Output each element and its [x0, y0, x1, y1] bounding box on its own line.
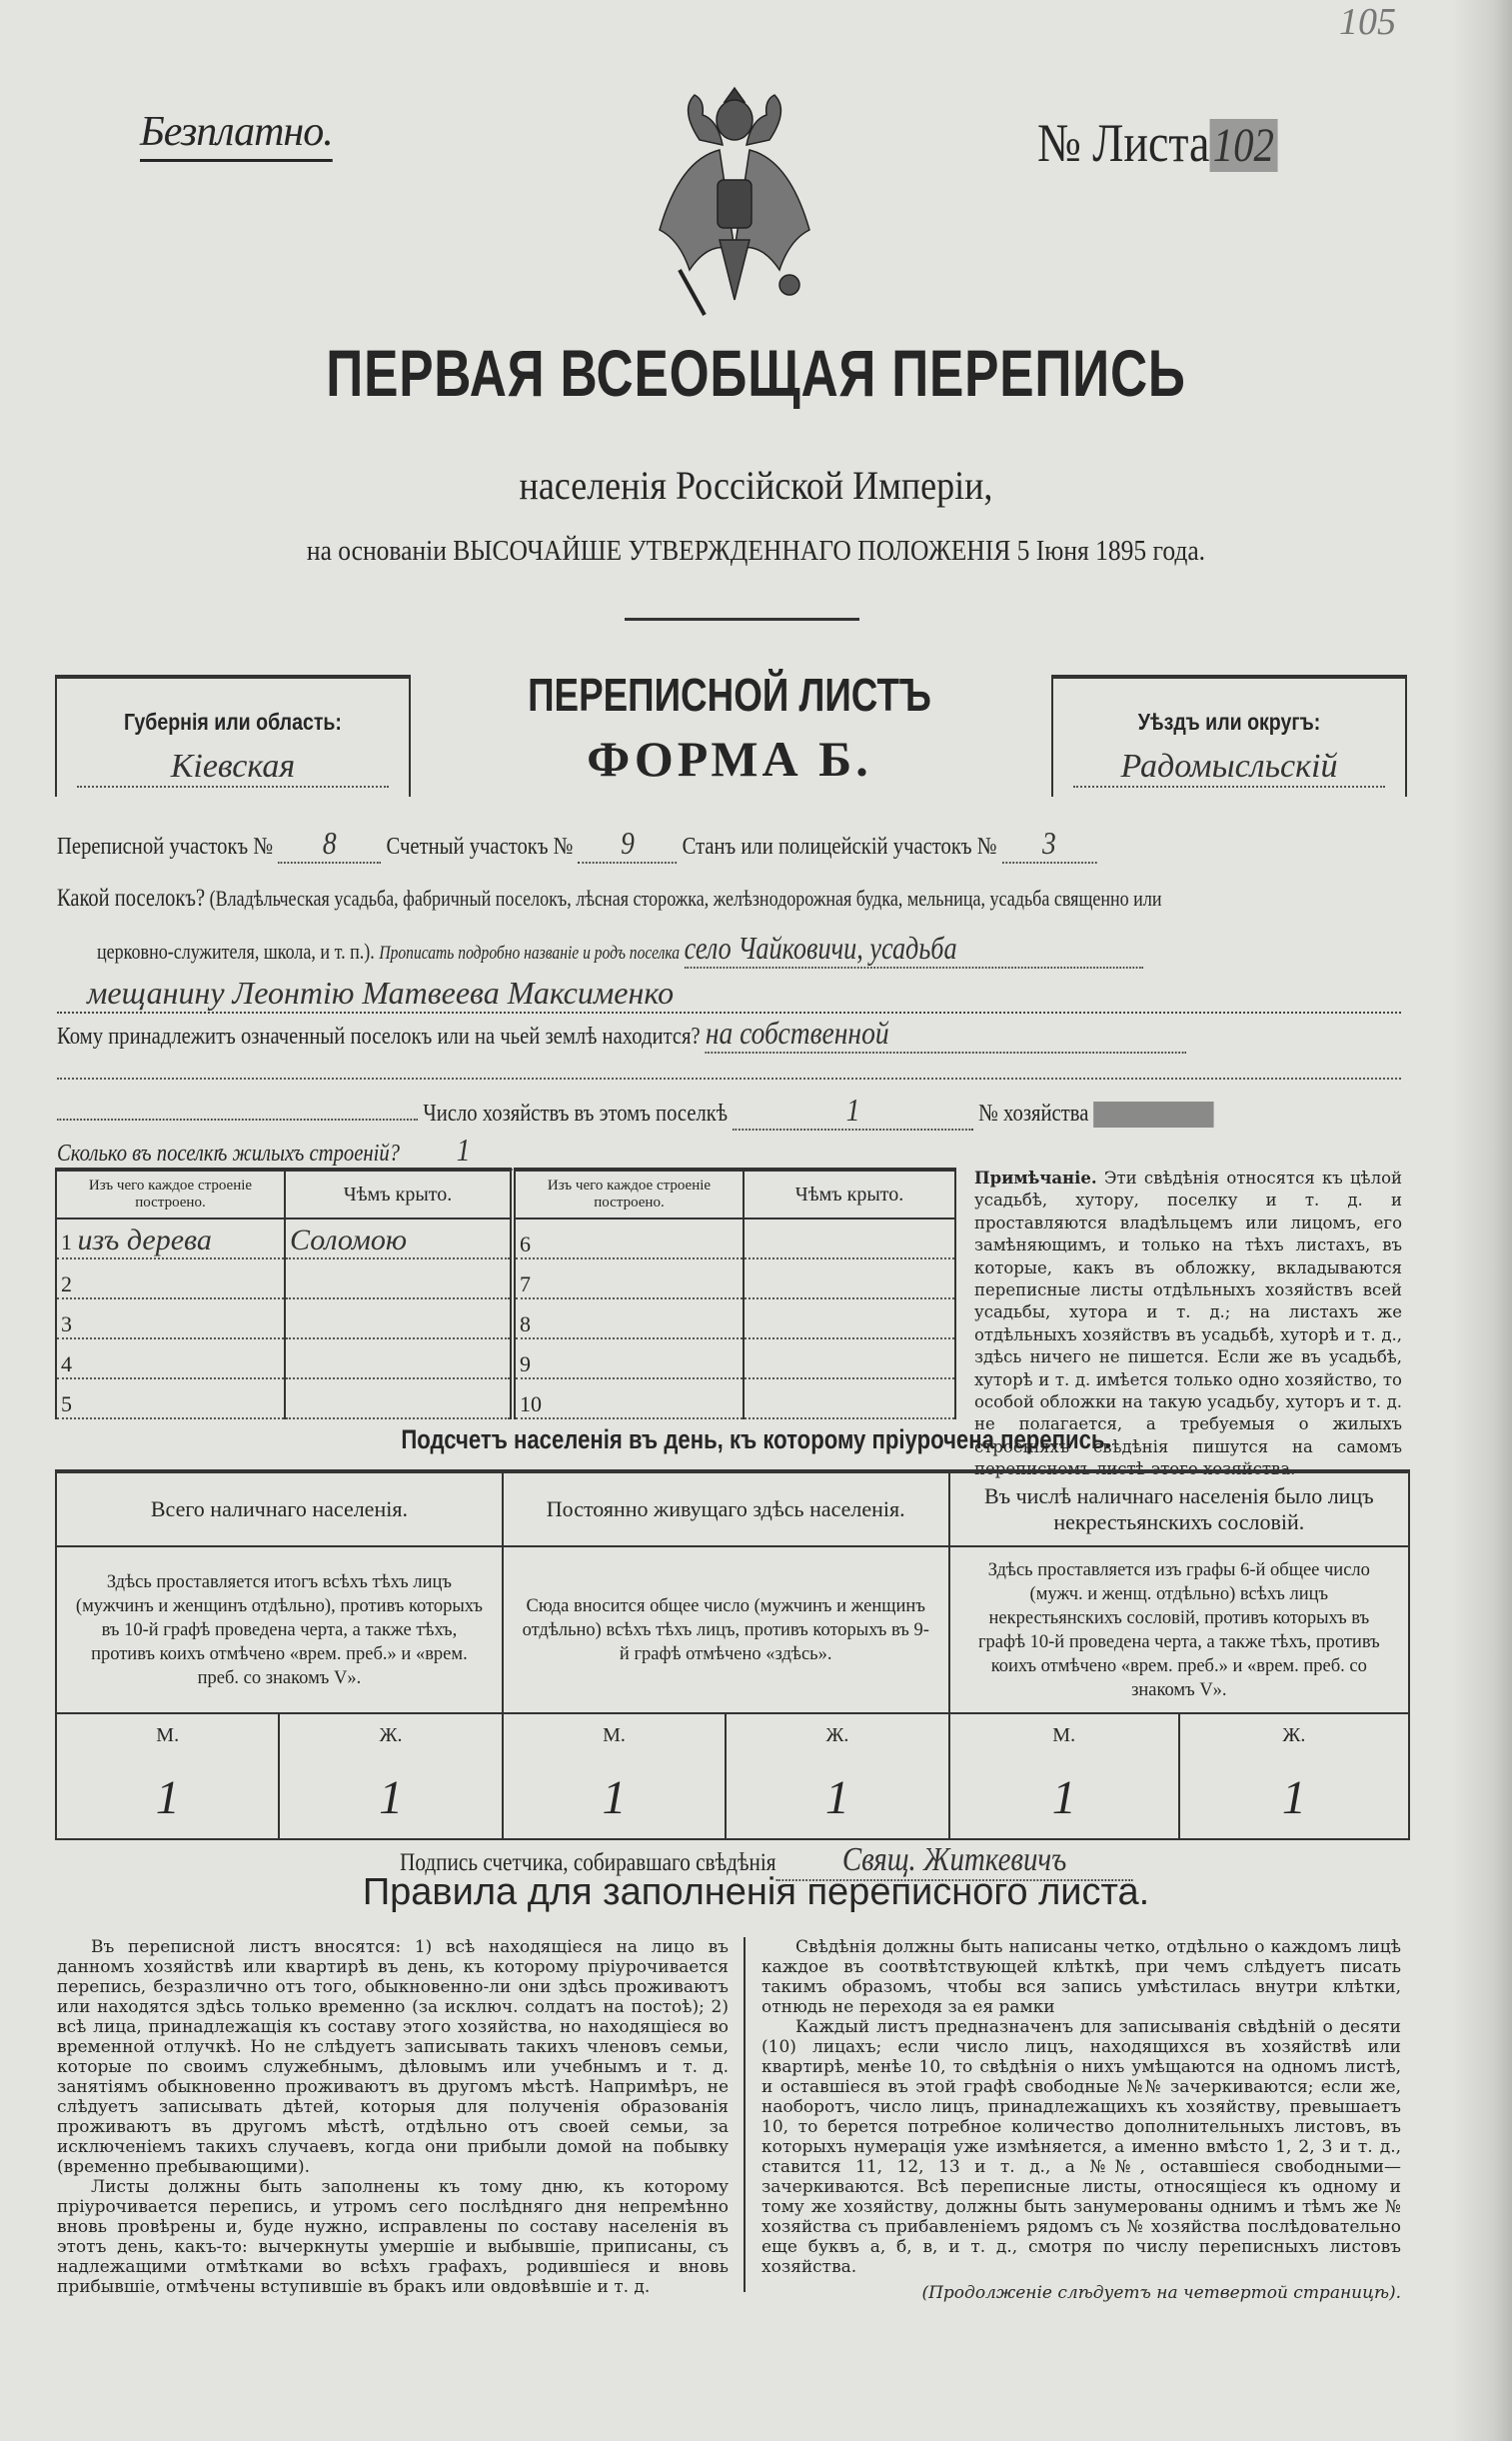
roof-cell[interactable] — [744, 1338, 955, 1378]
row-number: 7 — [520, 1271, 531, 1296]
blank-line — [57, 1078, 1401, 1080]
roof-cell[interactable] — [744, 1298, 955, 1338]
settlement-field-2[interactable]: мещанину Леонтію Матвеева Максименко — [57, 975, 1401, 1014]
stan-label: Станъ или полицейскій участокъ № — [682, 834, 997, 860]
households-line — [57, 1092, 1214, 1131]
decree-line: на основаніи ВЫСОЧАЙШЕ УТВЕРЖДЕННАГО ПОЛОЖЕНІЯ 5 Іюня 1895 года. — [306, 535, 1206, 567]
imperial-eagle-coat-of-arms-icon — [650, 80, 819, 325]
roof-cell[interactable] — [285, 1258, 513, 1298]
note-heading: Примѣчаніе. — [974, 1169, 1097, 1188]
count-district-label: Счетный участокъ № — [386, 834, 574, 860]
table-header-row — [56, 1170, 955, 1219]
sheet-number-value: 102 — [1209, 119, 1277, 172]
uezd-box — [1051, 675, 1407, 797]
row-number: 10 — [520, 1391, 542, 1416]
roof-cell[interactable] — [285, 1338, 513, 1378]
roof-cell[interactable] — [744, 1219, 955, 1258]
census-district-field[interactable]: 8 — [278, 825, 381, 864]
male-header: М. — [949, 1713, 1179, 1756]
female-header: Ж. — [726, 1713, 948, 1756]
signature-label: Подпись счетчика, собиравшаго свѣдѣнія — [400, 1849, 776, 1876]
owner-line — [57, 1015, 1186, 1054]
buildings-table — [55, 1168, 956, 1419]
present-female-field[interactable]: 1 — [279, 1756, 502, 1839]
present-male-field[interactable]: 1 — [56, 1756, 279, 1839]
female-header: Ж. — [279, 1713, 502, 1756]
signature-field[interactable]: Свящ. Житкевичъ — [776, 1841, 1133, 1881]
male-header: М. — [503, 1713, 726, 1756]
sheet-number-label: № Листа — [1037, 113, 1210, 173]
rule-paragraph: Свѣдѣнія должны быть написаны четко, отдѣльно о каждомъ лицѣ каждое въ соотвѣтствующей клѣткѣ, при чемъ слѣдуетъ писать такимъ образомъ, чтобы вся запись умѣстилась внутри клѣтки, отнюдь не переходя за ея рамки — [761, 1937, 1401, 2017]
owner-field[interactable]: на собственной — [706, 1015, 1187, 1054]
row-number: 2 — [61, 1271, 72, 1296]
stan-field[interactable]: 3 — [1002, 825, 1097, 864]
rule-paragraph: Листы должны быть заполнены къ тому дню, къ которому пріурочивается перепись, и утромъ сего послѣдняго дня непремѣнно вновь провѣрены и, буде нужно, исправлены по составу населенія въ этотъ день, какъ-то: вычеркнуты умершіе и выбывшіе, приписаны, съ надлежащими отмѣтками во всѣхъ графахъ, родившіеся и вновь прибывшіе, отмѣчены вступившіе въ бракъ или овдовѣвшіе и т. д. — [57, 2177, 729, 2297]
roof-cell[interactable] — [744, 1258, 955, 1298]
male-header: М. — [56, 1713, 279, 1756]
dwellings-line — [57, 1132, 765, 1171]
households-field[interactable]: 1 — [733, 1092, 973, 1131]
column-header-material: Изъ чего каждое строеніе построено. — [56, 1170, 285, 1219]
uezd-field[interactable]: Радомысльскій — [1073, 748, 1385, 788]
material-cell[interactable]: изъ дерева — [77, 1223, 212, 1256]
archive-page-number: 105 — [1339, 1, 1396, 43]
rules-left-column — [57, 1937, 729, 2297]
row-number: 5 — [61, 1391, 72, 1416]
settlement-field-1[interactable]: село Чайковичи, усадьба — [685, 930, 1143, 969]
district-line — [57, 825, 1096, 864]
count-district-field[interactable]: 9 — [579, 825, 678, 864]
group-desc-permanent: Сюда вносится общее число (мужчинъ и женщинъ отдѣльно) всѣхъ тѣхъ лицъ, противъ которыхъ въ 9-й графѣ отмѣчено «здѣсь». — [503, 1546, 949, 1713]
row-number: 8 — [520, 1311, 531, 1336]
household-no-field-redacted[interactable] — [1094, 1102, 1214, 1128]
column-header-roof: Чѣмъ крыто. — [285, 1170, 513, 1219]
column-header-material-2: Изъ чего каждое строеніе построено. — [513, 1170, 744, 1219]
group-title-present: Всего наличнаго населенія. — [56, 1471, 503, 1546]
uezd-label: Уѣздъ или округъ: — [1137, 709, 1321, 735]
table-row — [56, 1338, 955, 1378]
column-divider — [744, 1937, 746, 2292]
non-peasant-male-field[interactable]: 1 — [949, 1756, 1179, 1839]
row-number: 9 — [520, 1351, 531, 1376]
row-number: 3 — [61, 1311, 72, 1336]
roof-cell[interactable]: Соломою — [290, 1223, 408, 1256]
scan-edge-shadow — [1452, 0, 1512, 2441]
settlement-line-3 — [57, 975, 1401, 1014]
owner-label: Кому принадлежитъ означенный поселокъ или на чьей землѣ находится? — [57, 1024, 701, 1050]
rule-paragraph: Въ переписной листъ вносятся: 1) всѣ находящіеся на лицо въ данномъ хозяйствѣ или квартирѣ въ день, къ которому пріурочивается перепись, безразлично отъ того, обыкновенно-ли они здѣсь проживаютъ или находятся здѣсь только временно (за исключ. солдатъ на постоѣ); 2) всѣ лица, принадлежащія къ составу этого хозяйства, но находящіеся во временной отлучкѣ. Но не слѣдуетъ записывать такихъ членовъ семьи, которые по своимъ служебнымъ, дѣловымъ или учебнымъ и т. д. занятіямъ обыкновенно проживаютъ въ другомъ мѣстѣ. Напримѣръ, не слѣдуетъ записывать дѣтей, которыя для полученія образованія проживаютъ въ другомъ мѣстѣ, отдѣльно отъ своей семьи, за исключеніемъ такихъ случаевъ, когда они прибыли домой на побывку (временно пребывающими). — [57, 1937, 729, 2177]
roof-cell[interactable] — [744, 1378, 955, 1418]
table-row — [56, 1378, 955, 1418]
gubernia-field[interactable]: Кіевская — [77, 748, 389, 788]
settlement-hint-2: церковно-служителя, школа, и т. п.). — [97, 939, 375, 964]
permanent-female-field[interactable]: 1 — [726, 1756, 948, 1839]
document-title: ПЕРВАЯ ВСЕОБЩАЯ ПЕРЕПИСЬ — [326, 336, 1186, 410]
group-desc-present: Здѣсь проставляется итогъ всѣхъ тѣхъ лицъ (мужчинъ и женщинъ отдѣльно), противъ которыхъ въ 10-й графѣ проведена черта, а также тѣхъ, противъ коихъ отмѣчено «врем. преб.» и «врем. преб. со знакомъ V». — [56, 1546, 503, 1713]
non-peasant-female-field[interactable]: 1 — [1179, 1756, 1409, 1839]
roof-cell[interactable] — [285, 1378, 513, 1418]
dwellings-label: Сколько въ поселкѣ жилыхъ строеній? — [57, 1141, 401, 1167]
table-row — [56, 1258, 955, 1298]
settlement-line-2 — [97, 930, 1143, 969]
sheet-number — [1037, 112, 1277, 174]
note-text: Эти свѣдѣнія относятся къ цѣлой усадьбѣ, хутору, поселку и т. д. и проставляются владѣльцемъ или лицомъ, его замѣняющимъ, и только на тѣхъ листахъ, въ которые, какъ въ обложку, вкладываются переписные листы отдѣльныхъ хозяйствъ всей усадьбы, хутора и т. д.; на листахъ же отдѣльныхъ хозяйствъ въ усадьбѣ, хуторѣ и т. д., здѣсь ничего не пишется. Если же въ усадьбѣ, хуторѣ и т. д. имѣется только одно хозяйство, то особой обложки на такую усадьбу, хуторъ и т. д. не полагается, а требуемыя о жилыхъ строеніяхъ свѣдѣнія пишутся на самомъ переписномъ листѣ этого хозяйства. — [974, 1169, 1402, 1479]
group-title-non-peasant: Въ числѣ наличнаго населенія было лицъ некрестьянскихъ сословій. — [949, 1471, 1409, 1546]
permanent-male-field[interactable]: 1 — [503, 1756, 726, 1839]
rules-heading: Правила для заполненія переписного листа. — [362, 1871, 1150, 1913]
population-heading: Подсчетъ населенія въ день, къ которому пріурочена перепись. — [401, 1424, 1111, 1454]
settlement-hint-italic: Прописать подробно названіе и родъ поселка — [379, 943, 681, 964]
row-number: 6 — [520, 1231, 531, 1256]
roof-cell[interactable] — [285, 1298, 513, 1338]
group-desc-non-peasant: Здѣсь проставляется изъ графы 6-й общее число (мужч. и женщ. отдѣльно) всѣхъ лицъ некрестьянскихъ сословій, противъ которыхъ въ графѣ 10-й проведена черта, а также тѣхъ, противъ коихъ отмѣчено «врем. преб.» и «врем. преб. со знакомъ V». — [949, 1546, 1409, 1713]
settlement-label: Какой поселокъ? — [57, 885, 206, 912]
female-header: Ж. — [1179, 1713, 1409, 1756]
continued-note: (Продолженіе слѣдуетъ на четвертой страницѣ). — [921, 2283, 1401, 2303]
households-blank — [57, 1119, 418, 1121]
households-label: Число хозяйствъ въ этомъ поселкѣ — [423, 1101, 729, 1127]
settlement-hint: (Владѣльческая усадьба, фабричный поселокъ, лѣсная сторожка, желѣзнодорожная будка, мельница, усадьба священно или — [209, 886, 1162, 911]
gubernia-box — [55, 675, 411, 797]
row-number: 4 — [61, 1351, 72, 1376]
dwellings-field[interactable]: 1 — [405, 1132, 765, 1171]
rules-right-column — [761, 1937, 1401, 2303]
population-table — [55, 1469, 1410, 1840]
document-subtitle: населенія Россійской Имперіи, — [519, 463, 993, 508]
household-no-label: № хозяйства — [978, 1101, 1089, 1127]
rule-paragraph: Каждый листъ предназначенъ для записыванія свѣдѣній о десяти (10) лицахъ; если число лицъ, находящихся въ хозяйствѣ или квартирѣ, менѣе 10, то свѣдѣнія о нихъ умѣщаются на одномъ листѣ, и оставшіеся въ этой графѣ свободные №№ зачеркиваются; если же, наоборотъ, число лицъ, принадлежащихъ къ хозяйству, превышаетъ 10, то берется потребное количество дополнительныхъ листовъ, въ которыхъ нумерація уже измѣняется, а именно вмѣсто 1, 2, 3 и т. д., ставится 11, 12, 13 и т. д., а №№, оставшіеся свободными—зачеркиваются. Всѣ переписные листы, относящіеся къ одному и тому же хозяйству, должны быть занумерованы однимъ и тѣмъ же № хозяйства съ прибавленіемъ рядомъ съ № хозяйства послѣдовательно еще буквъ а, б, в, и т. д., смотря по числу переписныхъ листовъ хозяйства. — [761, 2017, 1401, 2277]
census-district-label: Переписной участокъ № — [57, 834, 274, 860]
row-number: 1 — [61, 1229, 72, 1254]
divider — [625, 618, 859, 621]
free-label: Безплатно. — [140, 109, 333, 155]
form-title — [420, 668, 1039, 788]
table-row — [56, 1298, 955, 1338]
gubernia-label: Губернія или область: — [124, 709, 342, 735]
form-title-text: ПЕРЕПИСНОЙ ЛИСТЪ — [528, 669, 931, 721]
column-header-roof-2: Чѣмъ крыто. — [744, 1170, 955, 1219]
settlement-line — [57, 885, 1162, 913]
form-name: ФОРМА Б. — [587, 731, 872, 787]
table-row — [56, 1219, 955, 1258]
group-title-permanent: Постоянно живущаго здѣсь населенія. — [503, 1471, 949, 1546]
